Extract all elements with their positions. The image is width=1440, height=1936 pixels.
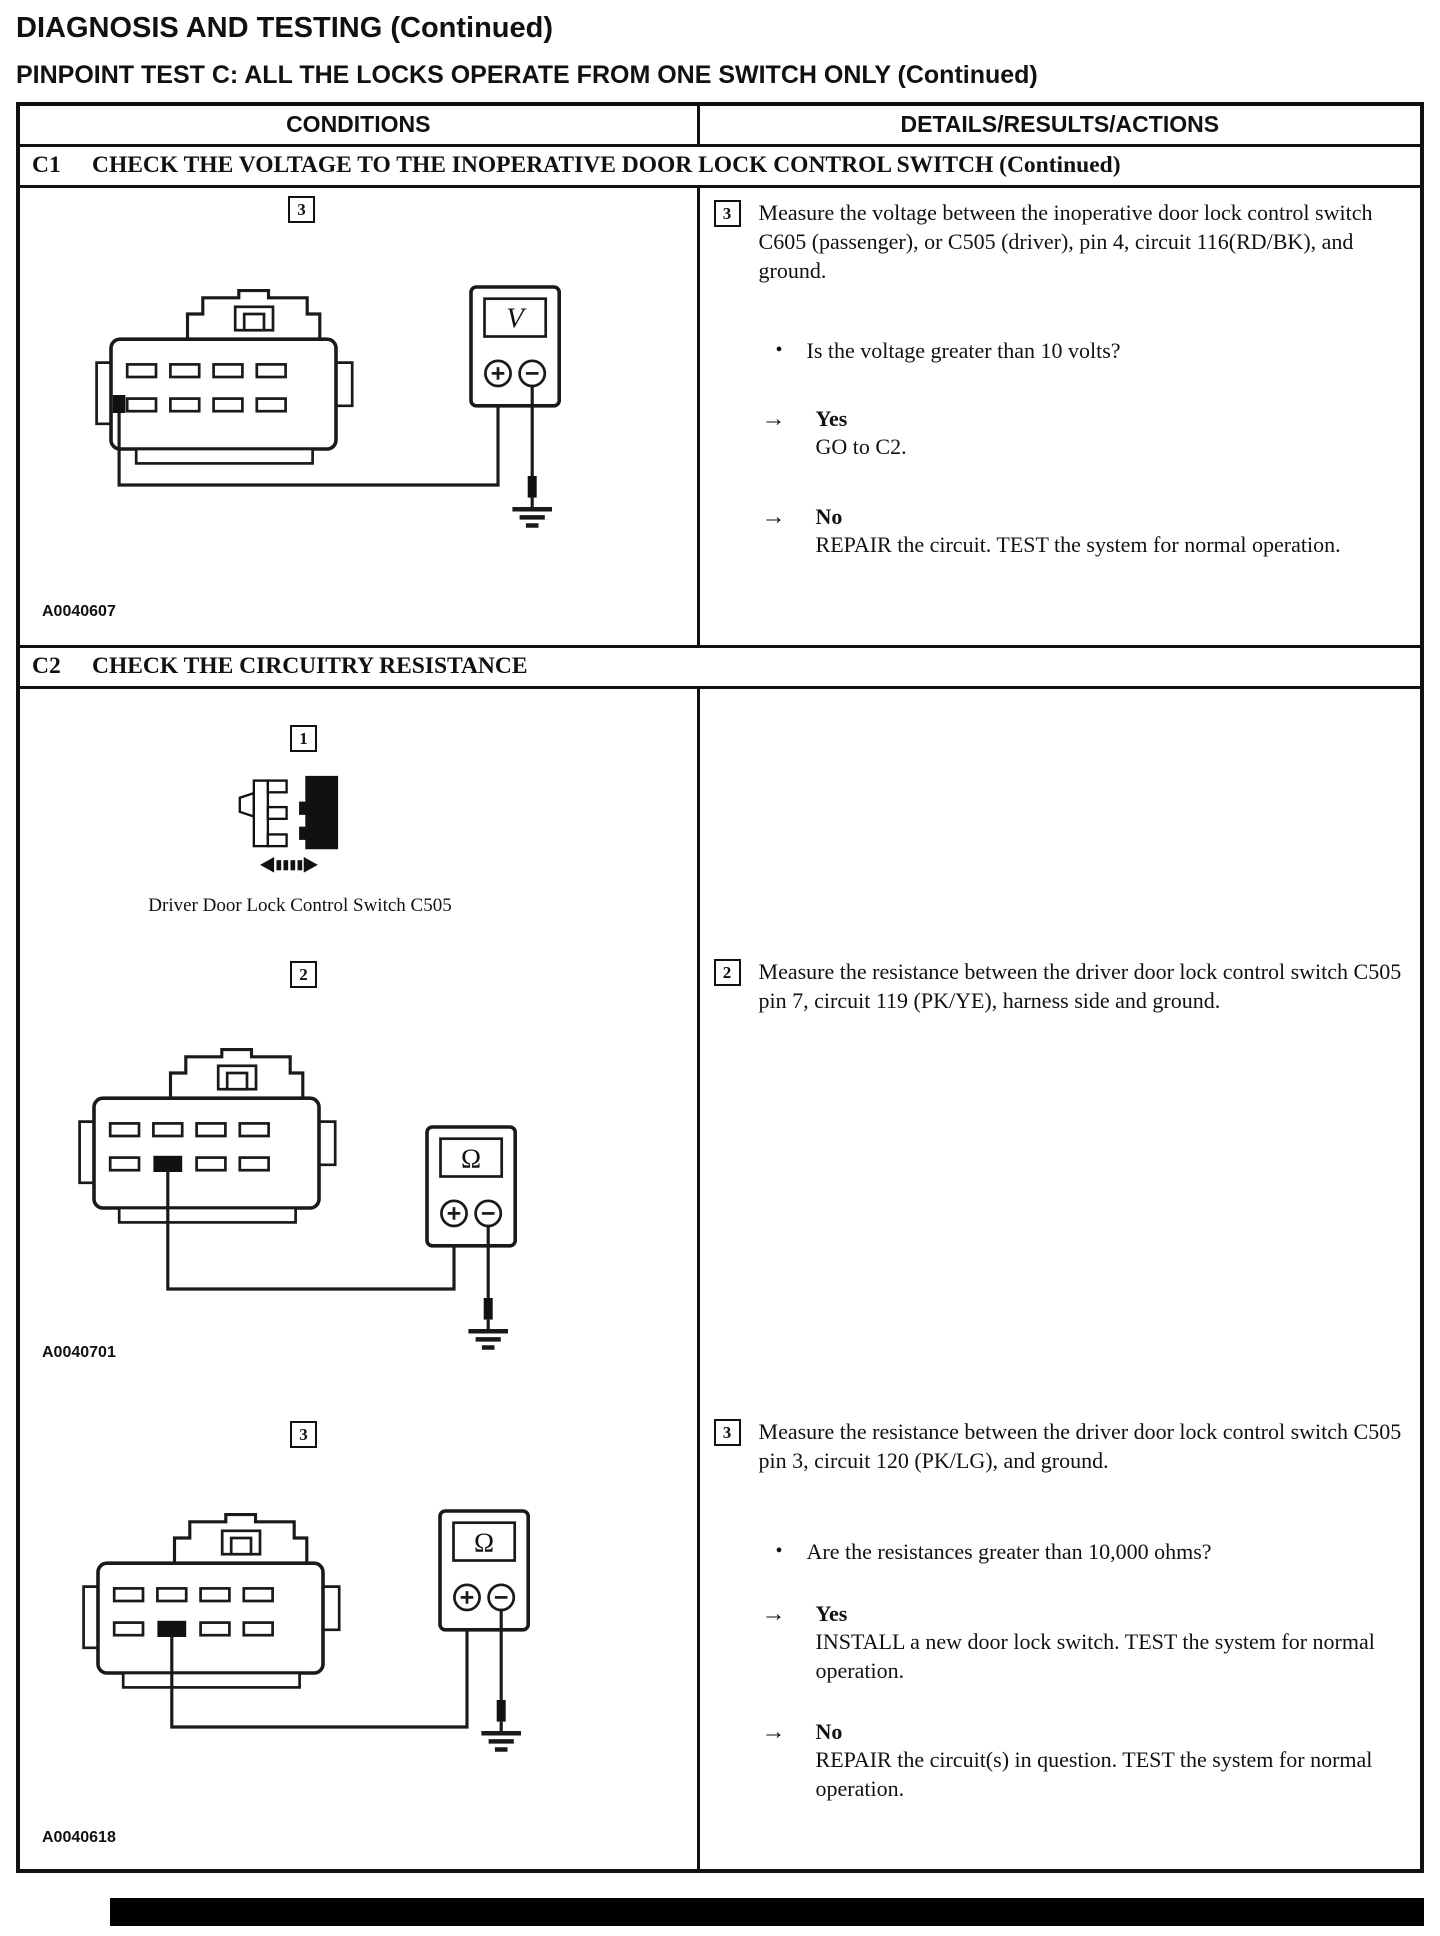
yes-label: Yes	[815, 406, 848, 431]
table-header-row	[20, 106, 1420, 147]
c2-step3-wiring-diagram	[44, 1484, 629, 1808]
c2-step-title: CHECK THE CIRCUITRY RESISTANCE	[92, 653, 528, 679]
ground-icon	[481, 1700, 521, 1750]
c2-no-branch	[762, 1719, 1376, 1803]
arrow-icon: →	[761, 1601, 786, 1627]
c2-question-row	[776, 1539, 1212, 1565]
arrow-icon: →	[761, 504, 786, 530]
instruction-text: Measure the voltage between the inoperative door lock control switch C605 (passenger), or C505 (driver), pin 4, circuit 116(RD/BK), and ground.	[758, 200, 1373, 284]
yes-label: Yes	[815, 1601, 848, 1626]
yes-action-text: INSTALL a new door lock switch. TEST the system for normal operation.	[815, 1629, 1375, 1684]
figure-id-label: A0040618	[42, 1829, 116, 1846]
conditions-column-header: CONDITIONS	[20, 106, 700, 144]
c1-no-branch	[762, 504, 1341, 559]
c2-step-id: C2	[32, 653, 61, 679]
c1-body-row	[20, 188, 1420, 648]
arrow-icon: →	[761, 1719, 786, 1745]
details-column-header: DETAILS/RESULTS/ACTIONS	[900, 111, 1220, 137]
question-text: Is the voltage greater than 10 volts?	[806, 338, 1121, 363]
step-number-box: 2	[714, 959, 741, 986]
figure-id-label: A0040607	[42, 603, 116, 620]
no-label: No	[815, 504, 843, 529]
ground-icon	[512, 476, 552, 526]
switch-knob	[299, 776, 338, 849]
c1-step-id: C1	[32, 152, 61, 178]
c2-body-row	[20, 689, 1420, 1869]
pinpoint-test-table	[16, 102, 1424, 1873]
c2-details-cell	[700, 689, 1420, 1869]
no-label: No	[815, 1719, 843, 1744]
bullet-icon: •	[775, 339, 783, 361]
c1-details-cell	[700, 188, 1420, 645]
ohmmeter-icon	[427, 1127, 515, 1246]
connector-icon	[84, 1515, 340, 1688]
yes-action-text: GO to C2.	[815, 434, 907, 459]
double-arrow-icon	[260, 857, 318, 873]
connector-icon	[97, 291, 353, 464]
step-number-box: 1	[290, 725, 317, 752]
meter-symbol: Ω	[474, 1527, 495, 1558]
instruction-text: Measure the resistance between the driver door lock control switch C505 pin 3, circuit 120 (PK/LG), and ground.	[758, 1419, 1402, 1474]
question-text: Are the resistances greater than 10,000 ohms?	[806, 1539, 1212, 1564]
highlighted-pin	[113, 395, 126, 413]
switch-caption: Driver Door Lock Control Switch C505	[148, 895, 452, 916]
step-number-box: 3	[290, 1421, 317, 1448]
step-number-box: 3	[288, 196, 315, 223]
ground-icon	[468, 1298, 508, 1348]
c2-step2-wiring-diagram	[40, 1019, 625, 1379]
voltmeter-icon	[471, 287, 559, 406]
c2-step3-instruction	[714, 1417, 1406, 1475]
bullet-icon: •	[775, 1540, 783, 1562]
step-number-box: 3	[714, 200, 741, 227]
scan-footer-bar	[110, 1898, 1424, 1926]
c2-yes-branch	[762, 1601, 1376, 1685]
c1-conditions-cell	[20, 188, 700, 645]
c1-step-title: CHECK THE VOLTAGE TO THE INOPERATIVE DOOR LOCK CONTROL SWITCH (Continued)	[92, 152, 1121, 178]
ohmmeter-icon	[440, 1511, 528, 1630]
page-title: DIAGNOSIS AND TESTING (Continued)	[16, 12, 554, 44]
highlighted-pin	[153, 1156, 182, 1172]
no-action-text: REPAIR the circuit(s) in question. TEST the system for normal operation.	[815, 1747, 1373, 1802]
arrow-icon: →	[761, 406, 786, 432]
c1-yes-branch	[762, 406, 907, 461]
connector-icon	[80, 1050, 336, 1223]
c2-step2-instruction	[714, 957, 1406, 1015]
c1-title-row	[20, 147, 1420, 188]
c1-step3-instruction	[714, 198, 1406, 285]
c2-title-row	[20, 648, 1420, 689]
figure-id-label: A0040701	[42, 1344, 116, 1361]
c2-conditions-cell	[20, 689, 700, 1869]
meter-symbol: V	[506, 302, 524, 335]
c1-wiring-diagram	[48, 260, 633, 557]
no-action-text: REPAIR the circuit. TEST the system for normal operation.	[815, 532, 1341, 557]
instruction-text: Measure the resistance between the driver door lock control switch C505 pin 7, circuit 119 (PK/YE), harness side and ground.	[758, 959, 1402, 1014]
door-lock-switch-icon	[232, 765, 388, 882]
meter-symbol: Ω	[461, 1143, 482, 1174]
step-number-box: 2	[290, 961, 317, 988]
highlighted-pin	[157, 1621, 186, 1637]
pinpoint-test-title: PINPOINT TEST C: ALL THE LOCKS OPERATE FROM ONE SWITCH ONLY (Continued)	[16, 61, 1038, 89]
step-number-box: 3	[714, 1419, 741, 1446]
c1-question-row	[776, 338, 1121, 364]
